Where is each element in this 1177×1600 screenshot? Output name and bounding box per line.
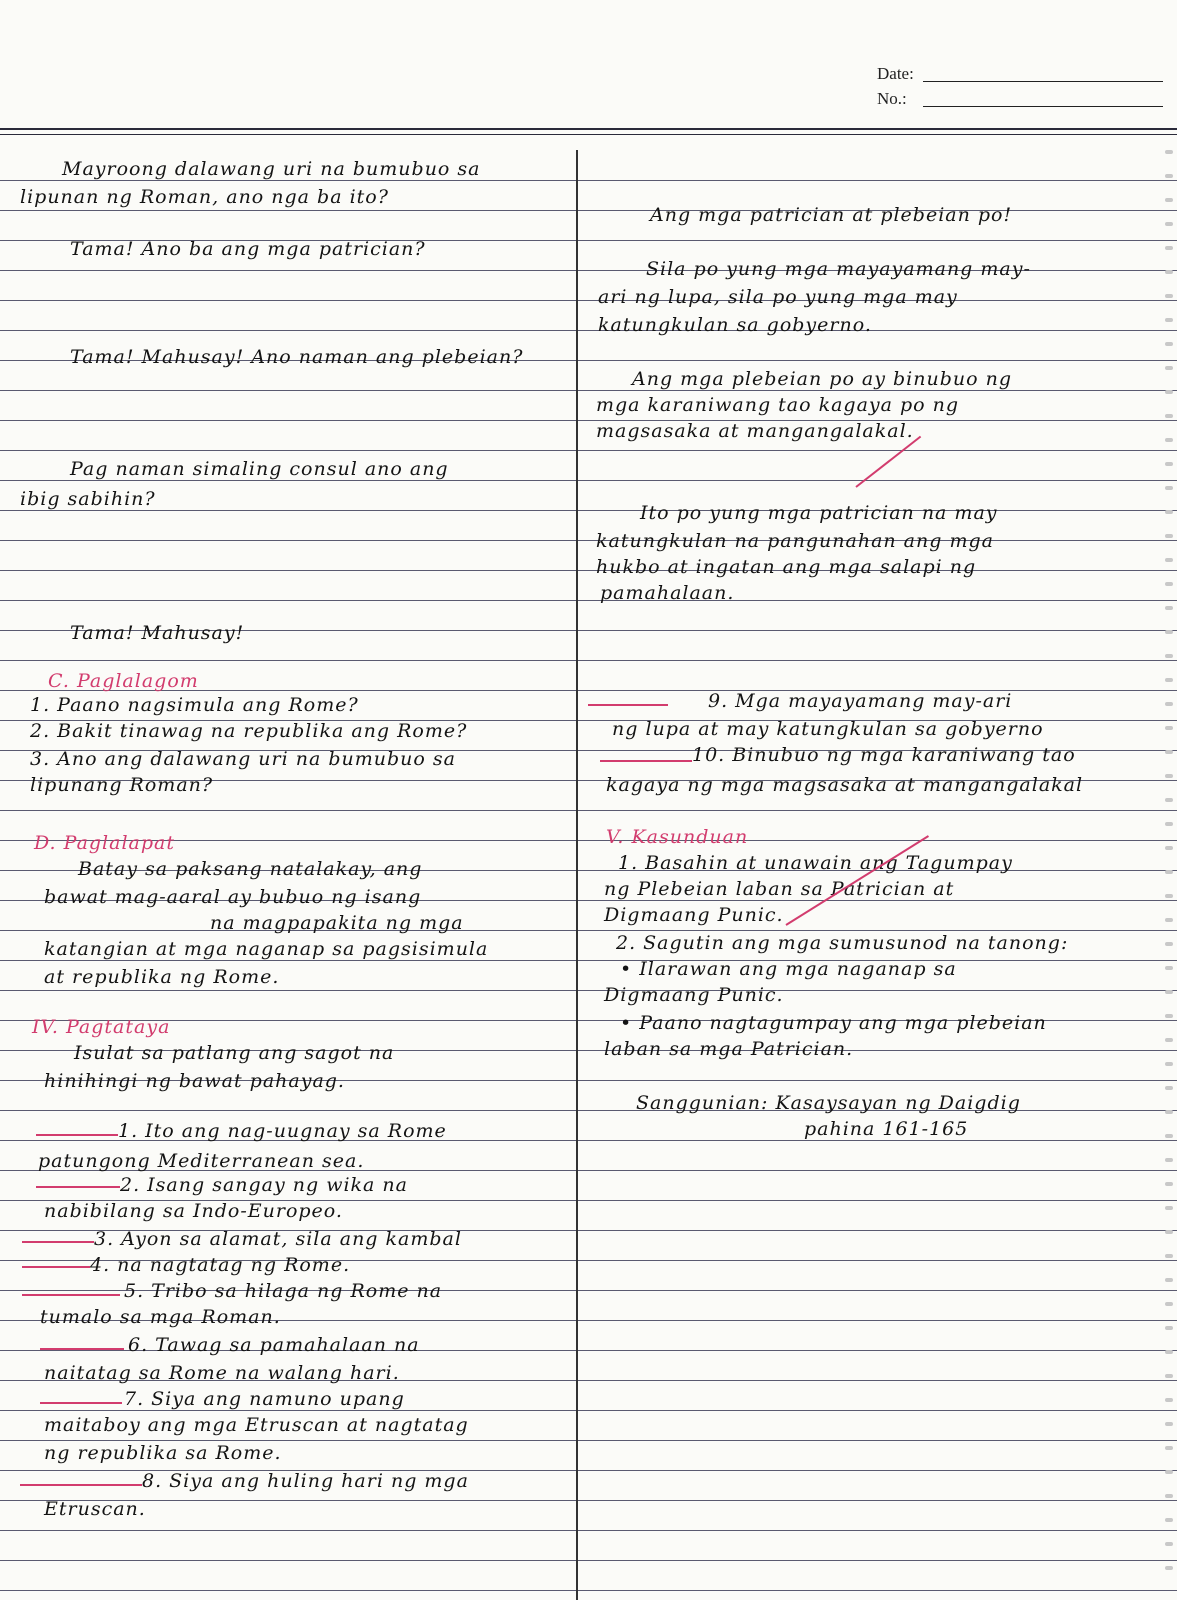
binding-hole: [1165, 1350, 1173, 1354]
item-10: 10. Binubuo ng mga karaniwang tao: [692, 744, 1076, 766]
item-1-cont: patungong Mediterranean sea.: [38, 1150, 365, 1172]
item-1: 1. Ito ang nag-uugnay sa Rome: [118, 1120, 447, 1142]
binding-hole: [1165, 1470, 1173, 1474]
student-answer-1: Ang mga patrician at plebeian po!: [650, 204, 1013, 226]
binding-hole: [1165, 1062, 1173, 1066]
section-v-heading: V. Kasunduan: [606, 826, 749, 848]
binding-hole: [1165, 1422, 1173, 1426]
binding-hole: [1165, 246, 1173, 250]
binding-hole: [1165, 534, 1173, 538]
answer-blank-3[interactable]: [22, 1241, 94, 1243]
teacher-question-4b: ibig sabihin?: [20, 488, 156, 510]
binding-hole: [1165, 366, 1173, 370]
date-label: Date:: [877, 64, 914, 83]
student-answer-3a: Ang mga plebeian po ay binubuo ng: [632, 368, 1013, 390]
binding-hole: [1165, 582, 1173, 586]
teacher-question-2: Tama! Ano ba ang mga patrician?: [70, 238, 426, 260]
item-2-cont: nabibilang sa Indo-Europeo.: [44, 1200, 343, 1222]
item-7-cont: maitaboy ang mga Etruscan at nagtatag: [44, 1414, 469, 1436]
binding-hole: [1165, 606, 1173, 610]
binding-hole: [1165, 1494, 1173, 1498]
item-9: 9. Mga mayayamang may-ari: [708, 690, 1013, 712]
binding-hole: [1165, 702, 1173, 706]
item-8: 8. Siya ang huling hari ng mga: [142, 1470, 469, 1492]
c-item-2: 2. Bakit tinawag na republika ang Rome?: [30, 720, 468, 742]
binding-hole: [1165, 966, 1173, 970]
student-answer-2b: ari ng lupa, sila po yung mga may: [598, 286, 958, 308]
item-9-cont: ng lupa at may katungkulan sa gobyerno: [612, 718, 1044, 740]
v-line-8: laban sa mga Patrician.: [604, 1038, 854, 1060]
d-line-1: Batay sa paksang natalakay, ang: [78, 858, 423, 880]
binding-hole: [1165, 726, 1173, 730]
student-answer-2c: katungkulan sa gobyerno.: [598, 314, 872, 336]
binding-hole: [1165, 798, 1173, 802]
student-answer-4a: Ito po yung mga patrician na may: [640, 502, 998, 524]
binding-hole: [1165, 1542, 1173, 1546]
binding-hole: [1165, 1110, 1173, 1114]
binding-hole: [1165, 294, 1173, 298]
binding-hole: [1165, 270, 1173, 274]
binding-hole: [1165, 1518, 1173, 1522]
binding-hole: [1165, 1446, 1173, 1450]
iv-intro-b: hinihingi ng bawat pahayag.: [44, 1070, 345, 1092]
binding-hole: [1165, 1302, 1173, 1306]
teacher-praise: Tama! Mahusay!: [70, 622, 245, 644]
d-line-3: na magpapakita ng mga: [210, 912, 464, 934]
item-2: 2. Isang sangay ng wika na: [120, 1174, 408, 1196]
d-line-4: katangian at mga naganap sa pagsisimula: [44, 938, 489, 960]
item-4: 4. na nagtatag ng Rome.: [90, 1254, 351, 1276]
section-iv-heading: IV. Pagtataya: [32, 1016, 171, 1038]
binding-hole: [1165, 1206, 1173, 1210]
binding-hole: [1165, 150, 1173, 154]
binding-hole: [1165, 462, 1173, 466]
binding-hole: [1165, 390, 1173, 394]
binding-hole: [1165, 774, 1173, 778]
number-field: [877, 89, 907, 109]
binding-hole: [1165, 990, 1173, 994]
binding-hole: [1165, 894, 1173, 898]
check-mark-1: [855, 436, 921, 488]
page-header: [0, 0, 1177, 150]
binding-hole: [1165, 342, 1173, 346]
answer-blank-10[interactable]: [600, 760, 692, 762]
item-10-cont: kagaya ng mga magsasaka at mangangalakal: [606, 774, 1084, 796]
c-item-1: 1. Paano nagsimula ang Rome?: [30, 694, 359, 716]
binding-hole: [1165, 198, 1173, 202]
header-rule-thin: [0, 134, 1177, 135]
binding-hole: [1165, 1134, 1173, 1138]
section-d-heading: D. Paglalapat: [34, 832, 175, 854]
item-7-cont-2: ng republika sa Rome.: [44, 1442, 282, 1464]
v-line-6: Digmaang Punic.: [604, 984, 784, 1006]
item-7: 7. Siya ang namuno upang: [124, 1388, 405, 1410]
binding-hole: [1165, 1230, 1173, 1234]
d-line-2: bawat mag-aaral ay bubuo ng isang: [44, 886, 422, 908]
column-divider: [576, 150, 578, 1600]
answer-blank-7[interactable]: [40, 1402, 122, 1404]
binding-hole: [1165, 1014, 1173, 1018]
answer-blank-4[interactable]: [22, 1266, 90, 1268]
number-line: [923, 106, 1163, 107]
teacher-question-1b: lipunan ng Roman, ano nga ba ito?: [20, 186, 389, 208]
c-item-3-cont: lipunang Roman?: [30, 774, 214, 796]
teacher-question-4a: Pag naman simaling consul ano ang: [70, 458, 449, 480]
c-item-3: 3. Ano ang dalawang uri na bumubuo sa: [30, 748, 456, 770]
binding-hole: [1165, 1254, 1173, 1258]
reference-line-1: Sanggunian: Kasaysayan ng Daigdig: [636, 1092, 1021, 1114]
binding-hole: [1165, 846, 1173, 850]
binding-hole: [1165, 1374, 1173, 1378]
binding-hole: [1165, 486, 1173, 490]
binding-hole: [1165, 1398, 1173, 1402]
answer-blank-9[interactable]: [588, 704, 668, 706]
binding-hole: [1165, 438, 1173, 442]
binding-hole: [1165, 222, 1173, 226]
date-field: [877, 64, 914, 84]
item-5-cont: tumalo sa mga Roman.: [40, 1306, 281, 1328]
binding-hole: [1165, 510, 1173, 514]
v-line-7: • Paano nagtagumpay ang mga plebeian: [620, 1012, 1047, 1034]
item-8-cont: Etruscan.: [44, 1498, 146, 1520]
item-6: 6. Tawag sa pamahalaan na: [128, 1334, 420, 1356]
teacher-question-3: Tama! Mahusay! Ano naman ang plebeian?: [70, 346, 524, 368]
date-line: [923, 81, 1163, 82]
v-line-2: ng Plebeian laban sa Patrician at: [604, 878, 955, 900]
binding-hole: [1165, 630, 1173, 634]
iv-intro-a: Isulat sa patlang ang sagot na: [74, 1042, 395, 1064]
v-line-1: 1. Basahin at unawain ang Tagumpay: [618, 852, 1013, 874]
binding-hole: [1165, 918, 1173, 922]
binding-hole: [1165, 174, 1173, 178]
number-label: No.:: [877, 89, 907, 108]
student-answer-4c: hukbo at ingatan ang mga salapi ng: [596, 556, 977, 578]
binding-hole: [1165, 1182, 1173, 1186]
binding-hole: [1165, 558, 1173, 562]
answer-blank-6[interactable]: [40, 1348, 124, 1350]
binding-hole: [1165, 750, 1173, 754]
section-c-heading: C. Paglalagom: [48, 670, 199, 692]
binding-hole: [1165, 1158, 1173, 1162]
item-3: 3. Ayon sa alamat, sila ang kambal: [94, 1228, 462, 1250]
item-6-cont: naitatag sa Rome na walang hari.: [44, 1362, 400, 1384]
binding-hole: [1165, 942, 1173, 946]
answer-blank-8[interactable]: [20, 1484, 142, 1486]
student-answer-4d: pamahalaan.: [600, 582, 735, 604]
answer-blank-5[interactable]: [22, 1294, 120, 1296]
teacher-question-1a: Mayroong dalawang uri na bumubuo sa: [62, 158, 481, 180]
binding-hole: [1165, 1038, 1173, 1042]
binding-hole: [1165, 414, 1173, 418]
binding-hole: [1165, 870, 1173, 874]
student-answer-3b: mga karaniwang tao kagaya po ng: [596, 394, 960, 416]
answer-blank-1[interactable]: [36, 1134, 118, 1136]
binding-hole: [1165, 1566, 1173, 1570]
student-answer-2a: Sila po yung mga mayayamang may-: [646, 258, 1031, 280]
d-line-5: at republika ng Rome.: [44, 966, 280, 988]
binding-hole: [1165, 1326, 1173, 1330]
v-line-3: Digmaang Punic.: [604, 904, 784, 926]
binding-hole: [1165, 1086, 1173, 1090]
binding-hole: [1165, 678, 1173, 682]
header-rule: [0, 128, 1177, 130]
answer-blank-2[interactable]: [36, 1186, 120, 1188]
binding-hole: [1165, 1278, 1173, 1282]
binding-hole: [1165, 654, 1173, 658]
student-answer-3c: magsasaka at mangangalakal.: [596, 420, 914, 442]
v-line-5: • Ilarawan ang mga naganap sa: [620, 958, 957, 980]
binding-hole: [1165, 318, 1173, 322]
reference-line-2: pahina 161-165: [804, 1118, 969, 1140]
v-line-4: 2. Sagutin ang mga sumusunod na tanong:: [616, 932, 1069, 954]
student-answer-4b: katungkulan na pangunahan ang mga: [596, 530, 994, 552]
binding-hole: [1165, 822, 1173, 826]
item-5: 5. Tribo sa hilaga ng Rome na: [124, 1280, 443, 1302]
